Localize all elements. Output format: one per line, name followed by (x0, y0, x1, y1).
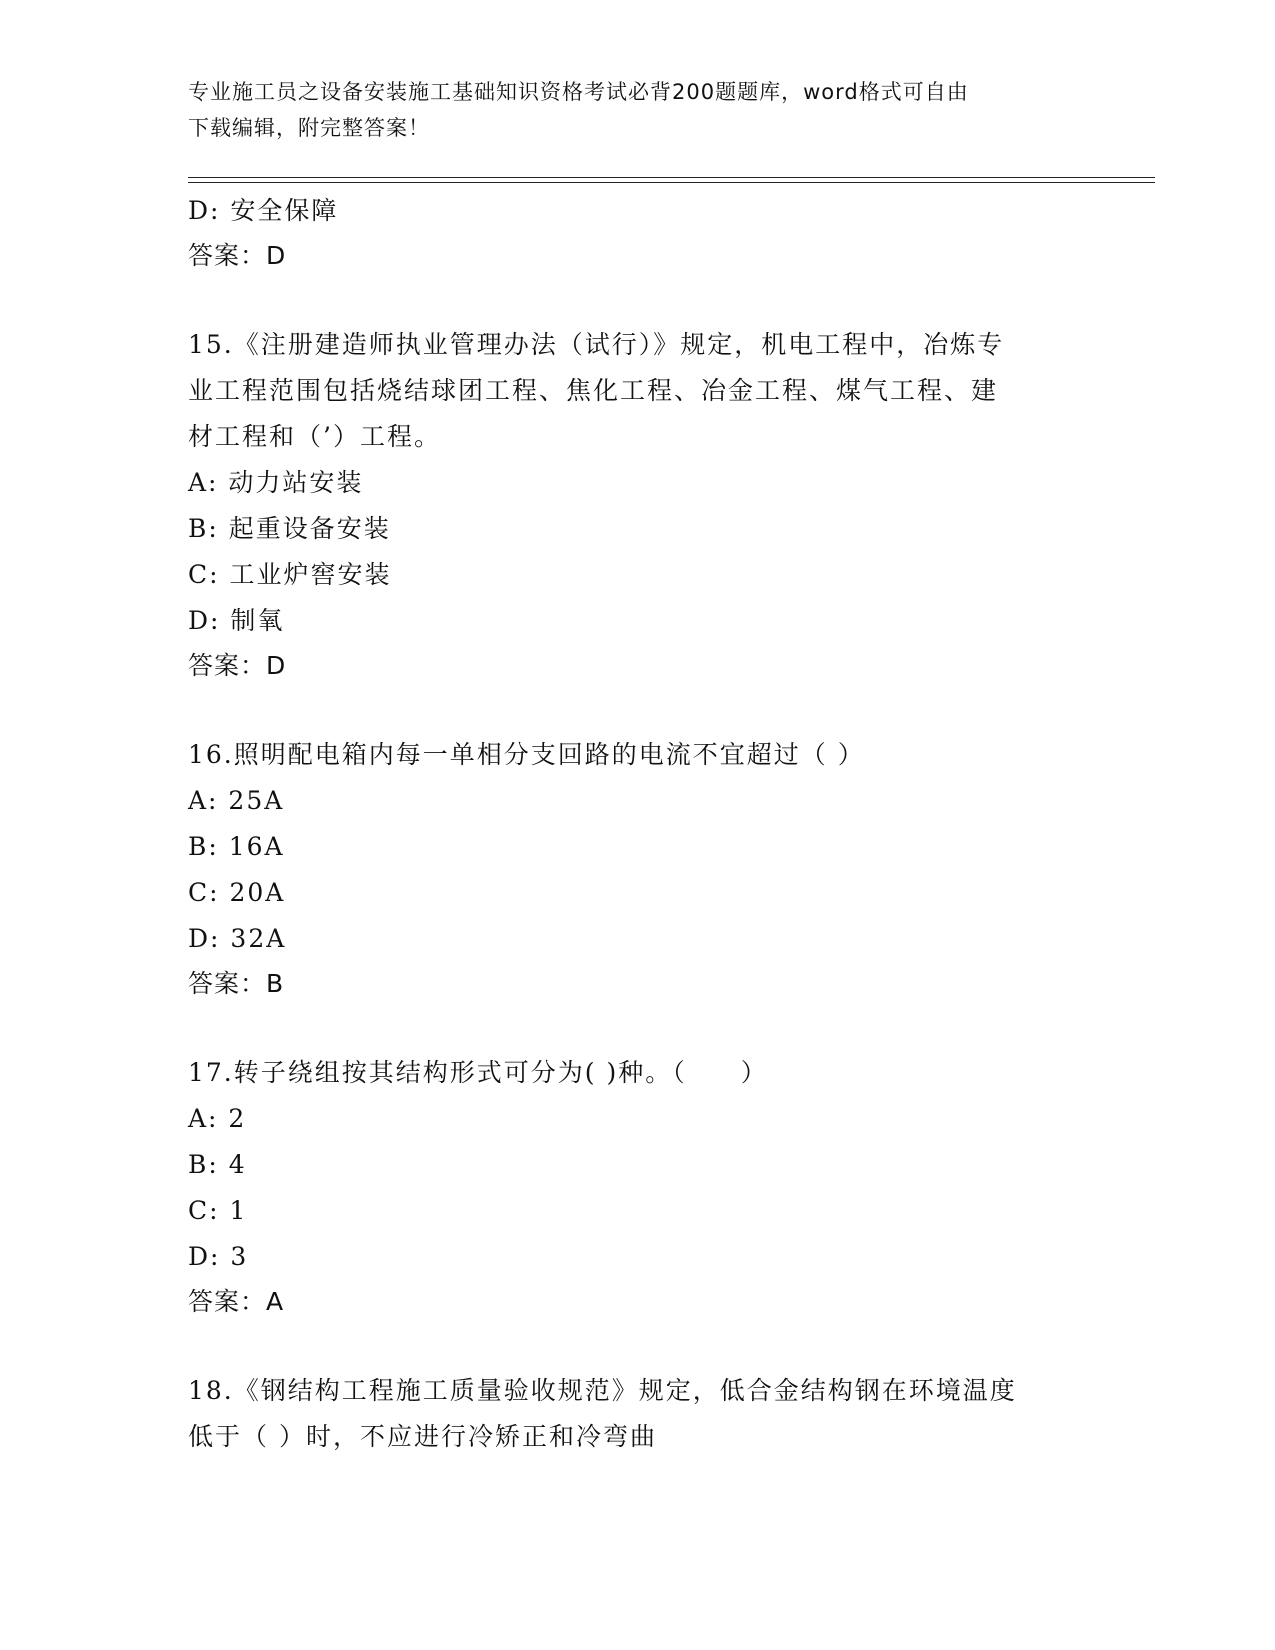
question-stem: 材工程和（’）工程。 (188, 422, 441, 451)
option-c: C: 1 (188, 1196, 248, 1225)
option-b: B: 16A (188, 832, 285, 861)
question-stem: 17.转子绕组按其结构形式可分为( )种。（ ） (188, 1058, 768, 1087)
header-divider-top (188, 177, 1155, 178)
answer-line: 答案：B (188, 969, 285, 998)
question-list (188, 188, 1088, 1460)
header-divider-bottom (188, 182, 1155, 183)
question-18 (188, 1368, 1088, 1460)
question-stem: 18.《钢结构工程施工质量验收规范》规定，低合金结构钢在环境温度 (188, 1376, 1017, 1405)
option-b: B: 4 (188, 1150, 247, 1179)
answer-line: 答案：A (188, 1287, 285, 1316)
answer-line: 答案：D (188, 241, 287, 270)
answer-line: 答案：D (188, 651, 287, 680)
option-b: B: 起重设备安装 (188, 514, 391, 543)
question-stem: 15.《注册建造师执业管理办法（试行）》规定，机电工程中，冶炼专 (188, 330, 1005, 359)
option-d: D: 32A (188, 924, 287, 953)
option-d: D: 安全保障 (188, 196, 339, 225)
question-stem: 业工程范围包括烧结球团工程、焦化工程、冶金工程、煤气工程、建 (188, 376, 999, 405)
option-a: A: 动力站安装 (188, 468, 364, 497)
question-stem: 低于（ ）时，不应进行冷矫正和冷弯曲 (188, 1422, 657, 1451)
option-d: D: 3 (188, 1242, 249, 1271)
question-15 (188, 322, 1088, 688)
header-line-1: 专业施工员之设备安装施工基础知识资格考试必背200题题库，word格式可自由 (188, 80, 969, 104)
option-c: C: 20A (188, 878, 286, 907)
option-c: C: 工业炉窖安装 (188, 560, 392, 589)
question-stem: 16.照明配电箱内每一单相分支回路的电流不宜超过（ ） (188, 740, 865, 769)
header-line-2: 下载编辑，附完整答案！ (188, 116, 430, 140)
previous-question-tail (188, 188, 1088, 278)
option-a: A: 2 (188, 1104, 247, 1133)
question-17 (188, 1050, 1088, 1324)
option-d: D: 制氧 (188, 606, 285, 635)
question-16 (188, 732, 1088, 1006)
document-header (188, 74, 1068, 146)
option-a: A: 25A (188, 786, 285, 815)
